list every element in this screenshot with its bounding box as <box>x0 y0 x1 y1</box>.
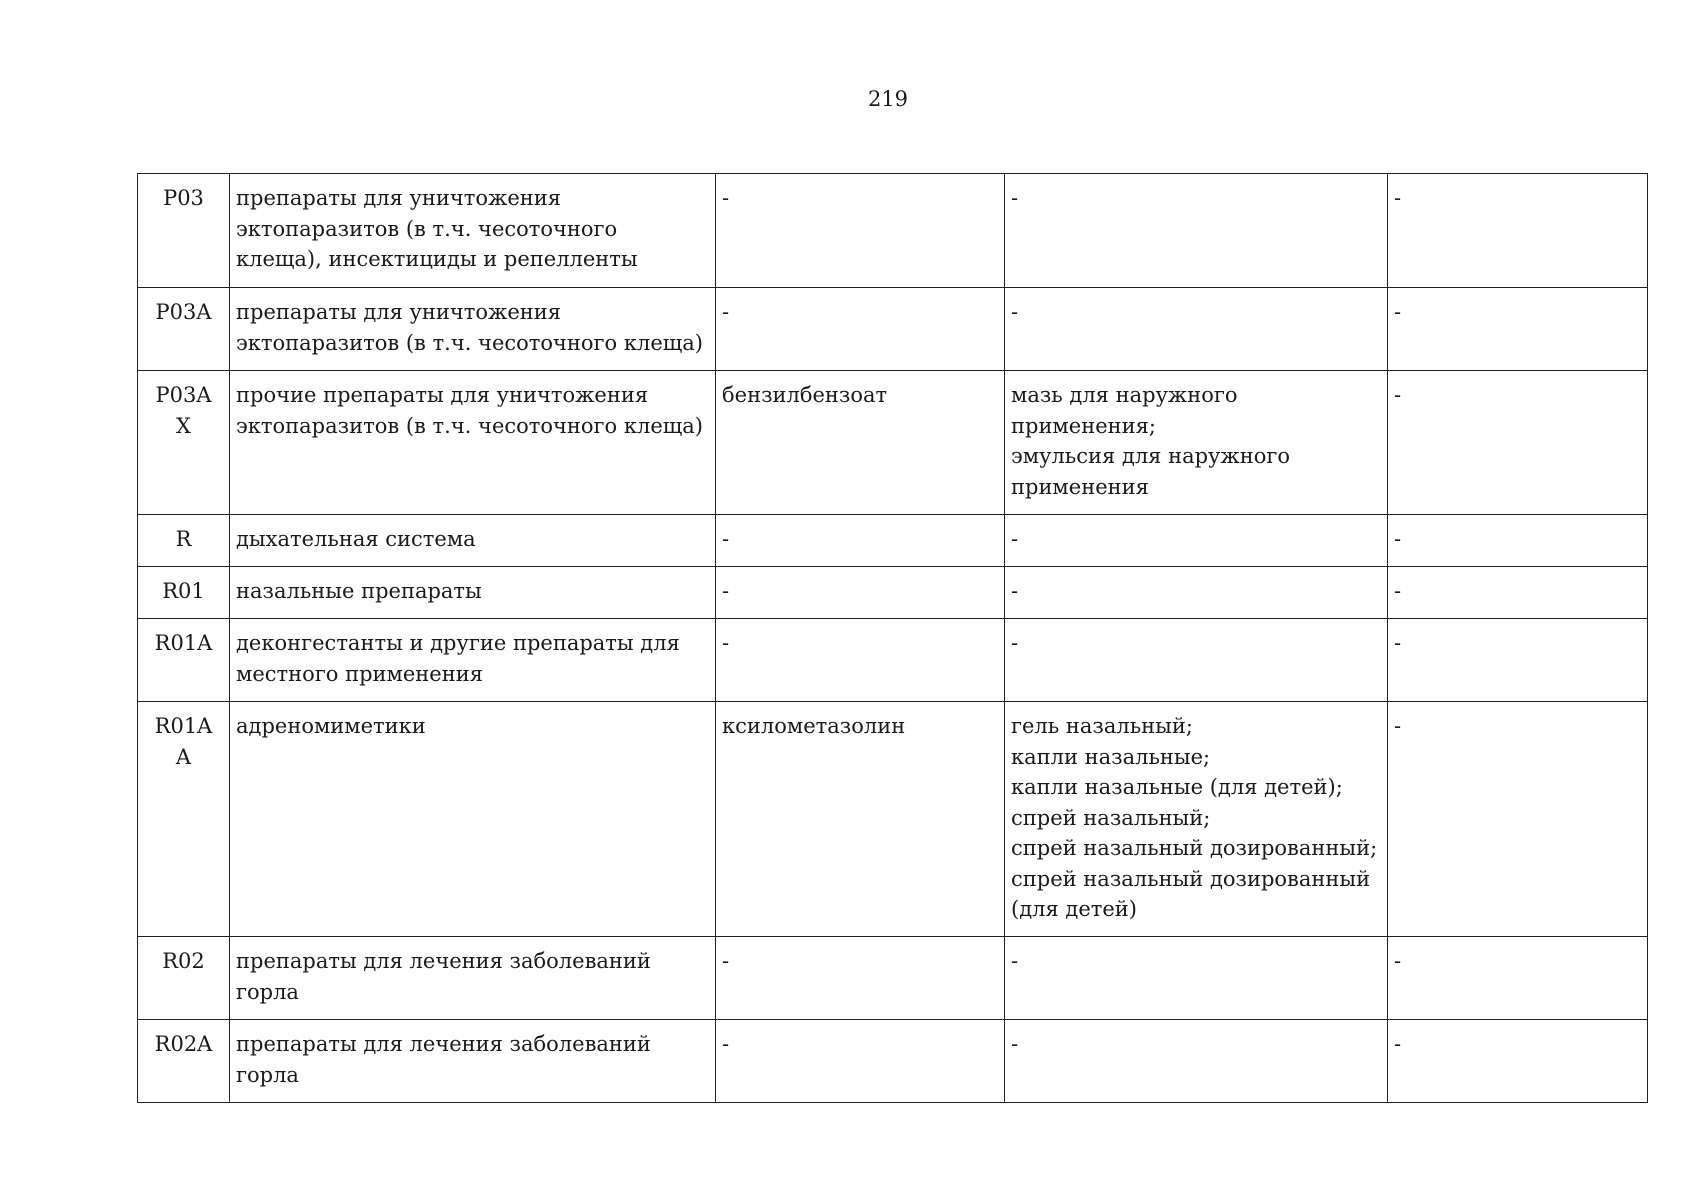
table-row <box>138 174 1648 288</box>
dosage-form-cell: - <box>1005 1020 1388 1103</box>
atc-code-cell: R02 <box>138 937 230 1020</box>
atc-code-cell: R01A A <box>138 702 230 937</box>
drug-name-cell: бензилбензоат <box>716 371 1005 515</box>
atc-code-cell: P03A X <box>138 371 230 515</box>
dosage-form-cell: гель назальный; капли назальные; капли назальные (для детей); спрей назальный; спрей назальный дозированный; спрей назальный дозированный (для детей) <box>1005 702 1388 937</box>
extra-cell: - <box>1388 288 1648 371</box>
group-name-cell: деконгестанты и другие препараты для местного применения <box>230 619 716 702</box>
table-row <box>138 371 1648 515</box>
page-number: 219 <box>867 87 909 111</box>
dosage-form-cell: - <box>1005 619 1388 702</box>
group-name-cell: адреномиметики <box>230 702 716 937</box>
atc-classification-table <box>137 173 1648 1103</box>
atc-code-cell: R01A <box>138 619 230 702</box>
drug-name-cell: - <box>716 619 1005 702</box>
table-row <box>138 702 1648 937</box>
extra-cell: - <box>1388 937 1648 1020</box>
group-name-cell: назальные препараты <box>230 567 716 619</box>
extra-cell: - <box>1388 567 1648 619</box>
group-name-cell: прочие препараты для уничтожения эктопаразитов (в т.ч. чесоточного клеща) <box>230 371 716 515</box>
table-row <box>138 937 1648 1020</box>
dosage-form-cell: - <box>1005 288 1388 371</box>
dosage-form-cell: - <box>1005 174 1388 288</box>
group-name-cell: препараты для уничтожения эктопаразитов (в т.ч. чесоточного клеща) <box>230 288 716 371</box>
atc-code-cell: R01 <box>138 567 230 619</box>
atc-code-cell: P03 <box>138 174 230 288</box>
extra-cell: - <box>1388 371 1648 515</box>
table-row <box>138 515 1648 567</box>
dosage-form-cell: - <box>1005 937 1388 1020</box>
table-row <box>138 619 1648 702</box>
group-name-cell: препараты для лечения заболеваний горла <box>230 1020 716 1103</box>
extra-cell: - <box>1388 174 1648 288</box>
dosage-form-cell: - <box>1005 515 1388 567</box>
atc-code-cell: P03A <box>138 288 230 371</box>
extra-cell: - <box>1388 1020 1648 1103</box>
group-name-cell: дыхательная система <box>230 515 716 567</box>
dosage-form-cell: мазь для наружного применения; эмульсия для наружного применения <box>1005 371 1388 515</box>
table-row <box>138 1020 1648 1103</box>
dosage-form-cell: - <box>1005 567 1388 619</box>
drug-name-cell: - <box>716 174 1005 288</box>
extra-cell: - <box>1388 515 1648 567</box>
table-row <box>138 567 1648 619</box>
atc-code-cell: R <box>138 515 230 567</box>
atc-code-cell: R02A <box>138 1020 230 1103</box>
drug-name-cell: - <box>716 515 1005 567</box>
drug-name-cell: - <box>716 567 1005 619</box>
group-name-cell: препараты для уничтожения эктопаразитов (в т.ч. чесоточного клеща), инсектициды и репелленты <box>230 174 716 288</box>
extra-cell: - <box>1388 702 1648 937</box>
drug-name-cell: - <box>716 288 1005 371</box>
group-name-cell: препараты для лечения заболеваний горла <box>230 937 716 1020</box>
extra-cell: - <box>1388 619 1648 702</box>
drug-name-cell: ксилометазолин <box>716 702 1005 937</box>
drug-name-cell: - <box>716 937 1005 1020</box>
drug-name-cell: - <box>716 1020 1005 1103</box>
table-row <box>138 288 1648 371</box>
